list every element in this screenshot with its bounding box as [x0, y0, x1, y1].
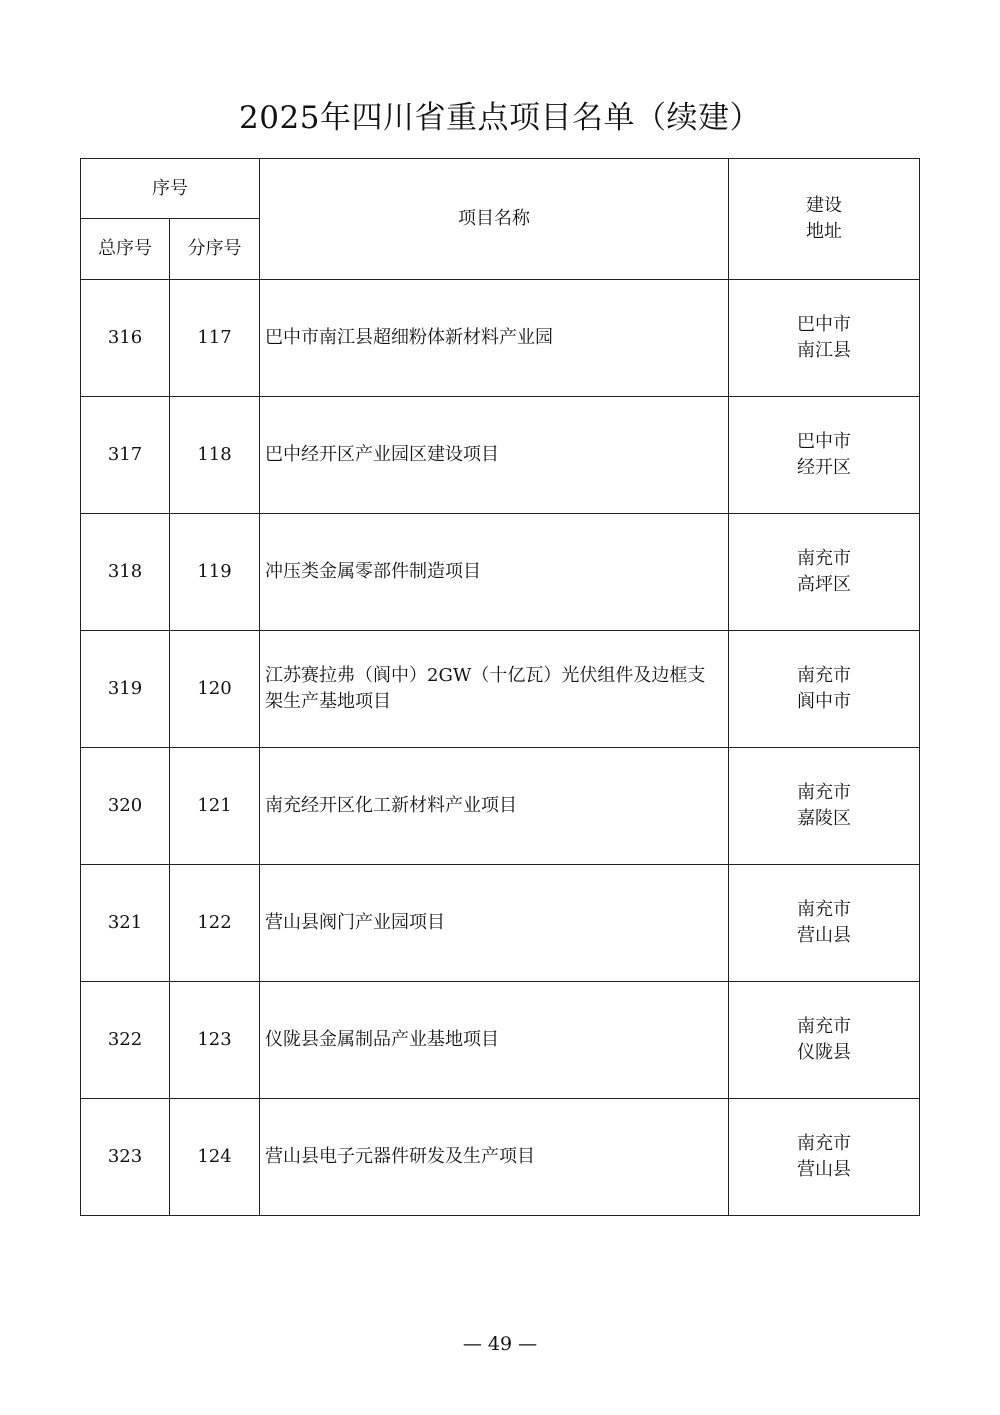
location-cell [729, 514, 920, 631]
location-cell [729, 748, 920, 865]
sub-seq-cell: 117 [170, 280, 260, 397]
location-cell [729, 1099, 920, 1216]
sub-seq-cell: 118 [170, 397, 260, 514]
location-city: 南充市 [797, 548, 851, 569]
table-row [81, 514, 920, 631]
sub-seq-cell: 123 [170, 982, 260, 1099]
location-cell [729, 982, 920, 1099]
location-city: 巴中市 [797, 431, 851, 452]
table-header [81, 159, 920, 280]
location-district: 经开区 [797, 457, 851, 478]
location-district: 营山县 [797, 1159, 851, 1180]
location-cell [729, 397, 920, 514]
location-city: 南充市 [797, 1133, 851, 1154]
location-district: 高坪区 [797, 574, 851, 595]
total-seq-cell: 322 [81, 982, 170, 1099]
project-name-cell: 营山县电子元器件研发及生产项目 [260, 1099, 729, 1216]
header-seq-group: 序号 [81, 159, 260, 219]
location-city: 南充市 [797, 782, 851, 803]
project-name-cell: 巴中市南江县超细粉体新材料产业园 [260, 280, 729, 397]
total-seq-cell: 320 [81, 748, 170, 865]
page-title: 2025年四川省重点项目名单（续建） [239, 100, 761, 136]
total-seq-cell: 319 [81, 631, 170, 748]
location-district: 营山县 [797, 925, 851, 946]
project-name-cell: 营山县阀门产业园项目 [260, 865, 729, 982]
header-location-label: 建设 地址 [806, 195, 842, 242]
table-row [81, 631, 920, 748]
table-row [81, 748, 920, 865]
sub-seq-cell: 119 [170, 514, 260, 631]
project-name-cell: 巴中经开区产业园区建设项目 [260, 397, 729, 514]
table-row [81, 865, 920, 982]
sub-seq-cell: 121 [170, 748, 260, 865]
total-seq-cell: 317 [81, 397, 170, 514]
location-city: 南充市 [797, 1016, 851, 1037]
location-city: 南充市 [797, 665, 851, 686]
total-seq-cell: 318 [81, 514, 170, 631]
location-city: 巴中市 [797, 314, 851, 335]
location-district: 阆中市 [797, 691, 851, 712]
location-district: 仪陇县 [797, 1042, 851, 1063]
header-location [729, 159, 920, 280]
location-cell [729, 865, 920, 982]
header-project-name: 项目名称 [260, 159, 729, 280]
header-total-seq: 总序号 [81, 219, 170, 280]
location-district: 嘉陵区 [797, 808, 851, 829]
project-name-cell: 江苏赛拉弗（阆中）2GW（十亿瓦）光伏组件及边框支架生产基地项目 [260, 631, 729, 748]
sub-seq-cell: 124 [170, 1099, 260, 1216]
location-city: 南充市 [797, 899, 851, 920]
page-number: — 49 — [462, 1333, 538, 1355]
total-seq-cell: 323 [81, 1099, 170, 1216]
project-name-cell: 南充经开区化工新材料产业项目 [260, 748, 729, 865]
location-cell [729, 280, 920, 397]
location-district: 南江县 [797, 340, 851, 361]
table-row [81, 982, 920, 1099]
table-row [81, 280, 920, 397]
table-row [81, 1099, 920, 1216]
location-cell [729, 631, 920, 748]
project-table [80, 158, 920, 1216]
total-seq-cell: 316 [81, 280, 170, 397]
project-name-cell: 仪陇县金属制品产业基地项目 [260, 982, 729, 1099]
sub-seq-cell: 122 [170, 865, 260, 982]
header-sub-seq: 分序号 [170, 219, 260, 280]
table-row [81, 397, 920, 514]
project-name-cell: 冲压类金属零部件制造项目 [260, 514, 729, 631]
total-seq-cell: 321 [81, 865, 170, 982]
sub-seq-cell: 120 [170, 631, 260, 748]
